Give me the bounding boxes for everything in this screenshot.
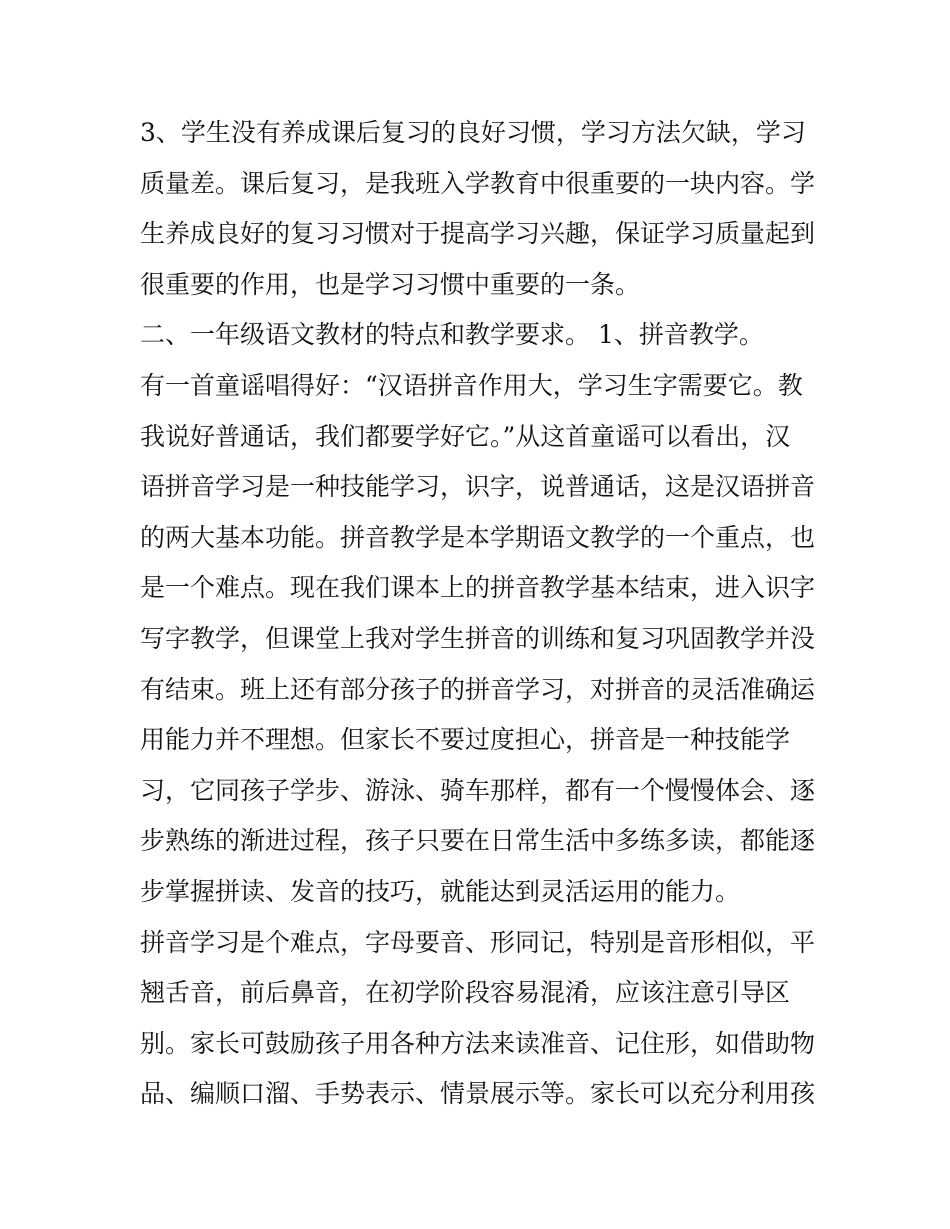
heading-line: 二、一年级语文教材的特点和教学要求。 1、拼音教学。	[140, 320, 764, 350]
text-line: 有一首童谣唱得好：“汉语拼音作用大，学习生字需要它。教	[140, 370, 803, 400]
text-line: 质量差。课后复习，是我班入学教育中很重要的一块内容。学	[140, 168, 816, 198]
paragraph-pinyin-rhyme	[140, 361, 820, 918]
text-line: 步熟练的渐进过程，孩子只要在日常生活中多练多读，都能逐	[140, 826, 816, 856]
text-line: 习，它同孩子学步、游泳、骑车那样，都有一个慢慢体会、逐	[140, 775, 816, 805]
text-line: 拼音学习是个难点，字母要音、形同记，特别是音形相似，平	[140, 927, 816, 957]
text-line: 别。家长可鼓励孩子用各种方法来读准音、记住形，如借助物	[140, 1028, 816, 1058]
text-line: 是一个难点。现在我们课本上的拼音教学基本结束，进入识字	[140, 573, 816, 603]
paragraph-study-habits	[140, 108, 820, 310]
text-line: 3、学生没有养成课后复习的良好习惯，学习方法欠缺，学习	[140, 118, 806, 147]
section-heading	[140, 310, 820, 361]
text-line: 翘舌音，前后鼻音，在初学阶段容易混淆，应该注意引导区	[140, 978, 791, 1008]
text-line: 品、编顺口溜、手势表示、情景展示等。家长可以充分利用孩	[140, 1079, 816, 1109]
document-body	[140, 108, 820, 1120]
text-line: 的两大基本功能。拼音教学是本学期语文教学的一个重点，也	[140, 522, 816, 552]
text-line: 写字教学，但课堂上我对学生拼音的训练和复习巩固教学并没	[140, 623, 816, 653]
text-line: 步掌握拼读、发音的技巧，就能达到灵活运用的能力。	[140, 876, 741, 906]
text-line: 有结束。班上还有部分孩子的拼音学习，对拼音的灵活准确运	[140, 674, 816, 704]
text-line: 我说好普通话，我们都要学好它。”从这首童谣可以看出，汉	[140, 421, 791, 451]
text-line: 很重要的作用，也是学习习惯中重要的一条。	[140, 269, 641, 299]
text-line: 用能力并不理想。但家长不要过度担心，拼音是一种技能学	[140, 725, 791, 755]
paragraph-pinyin-difficulty	[140, 918, 820, 1120]
text-line: 生养成良好的复习习惯对于提高学习兴趣，保证学习质量起到	[140, 219, 816, 249]
text-line: 语拼音学习是一种技能学习，识字，说普通话，这是汉语拼音	[140, 472, 816, 502]
